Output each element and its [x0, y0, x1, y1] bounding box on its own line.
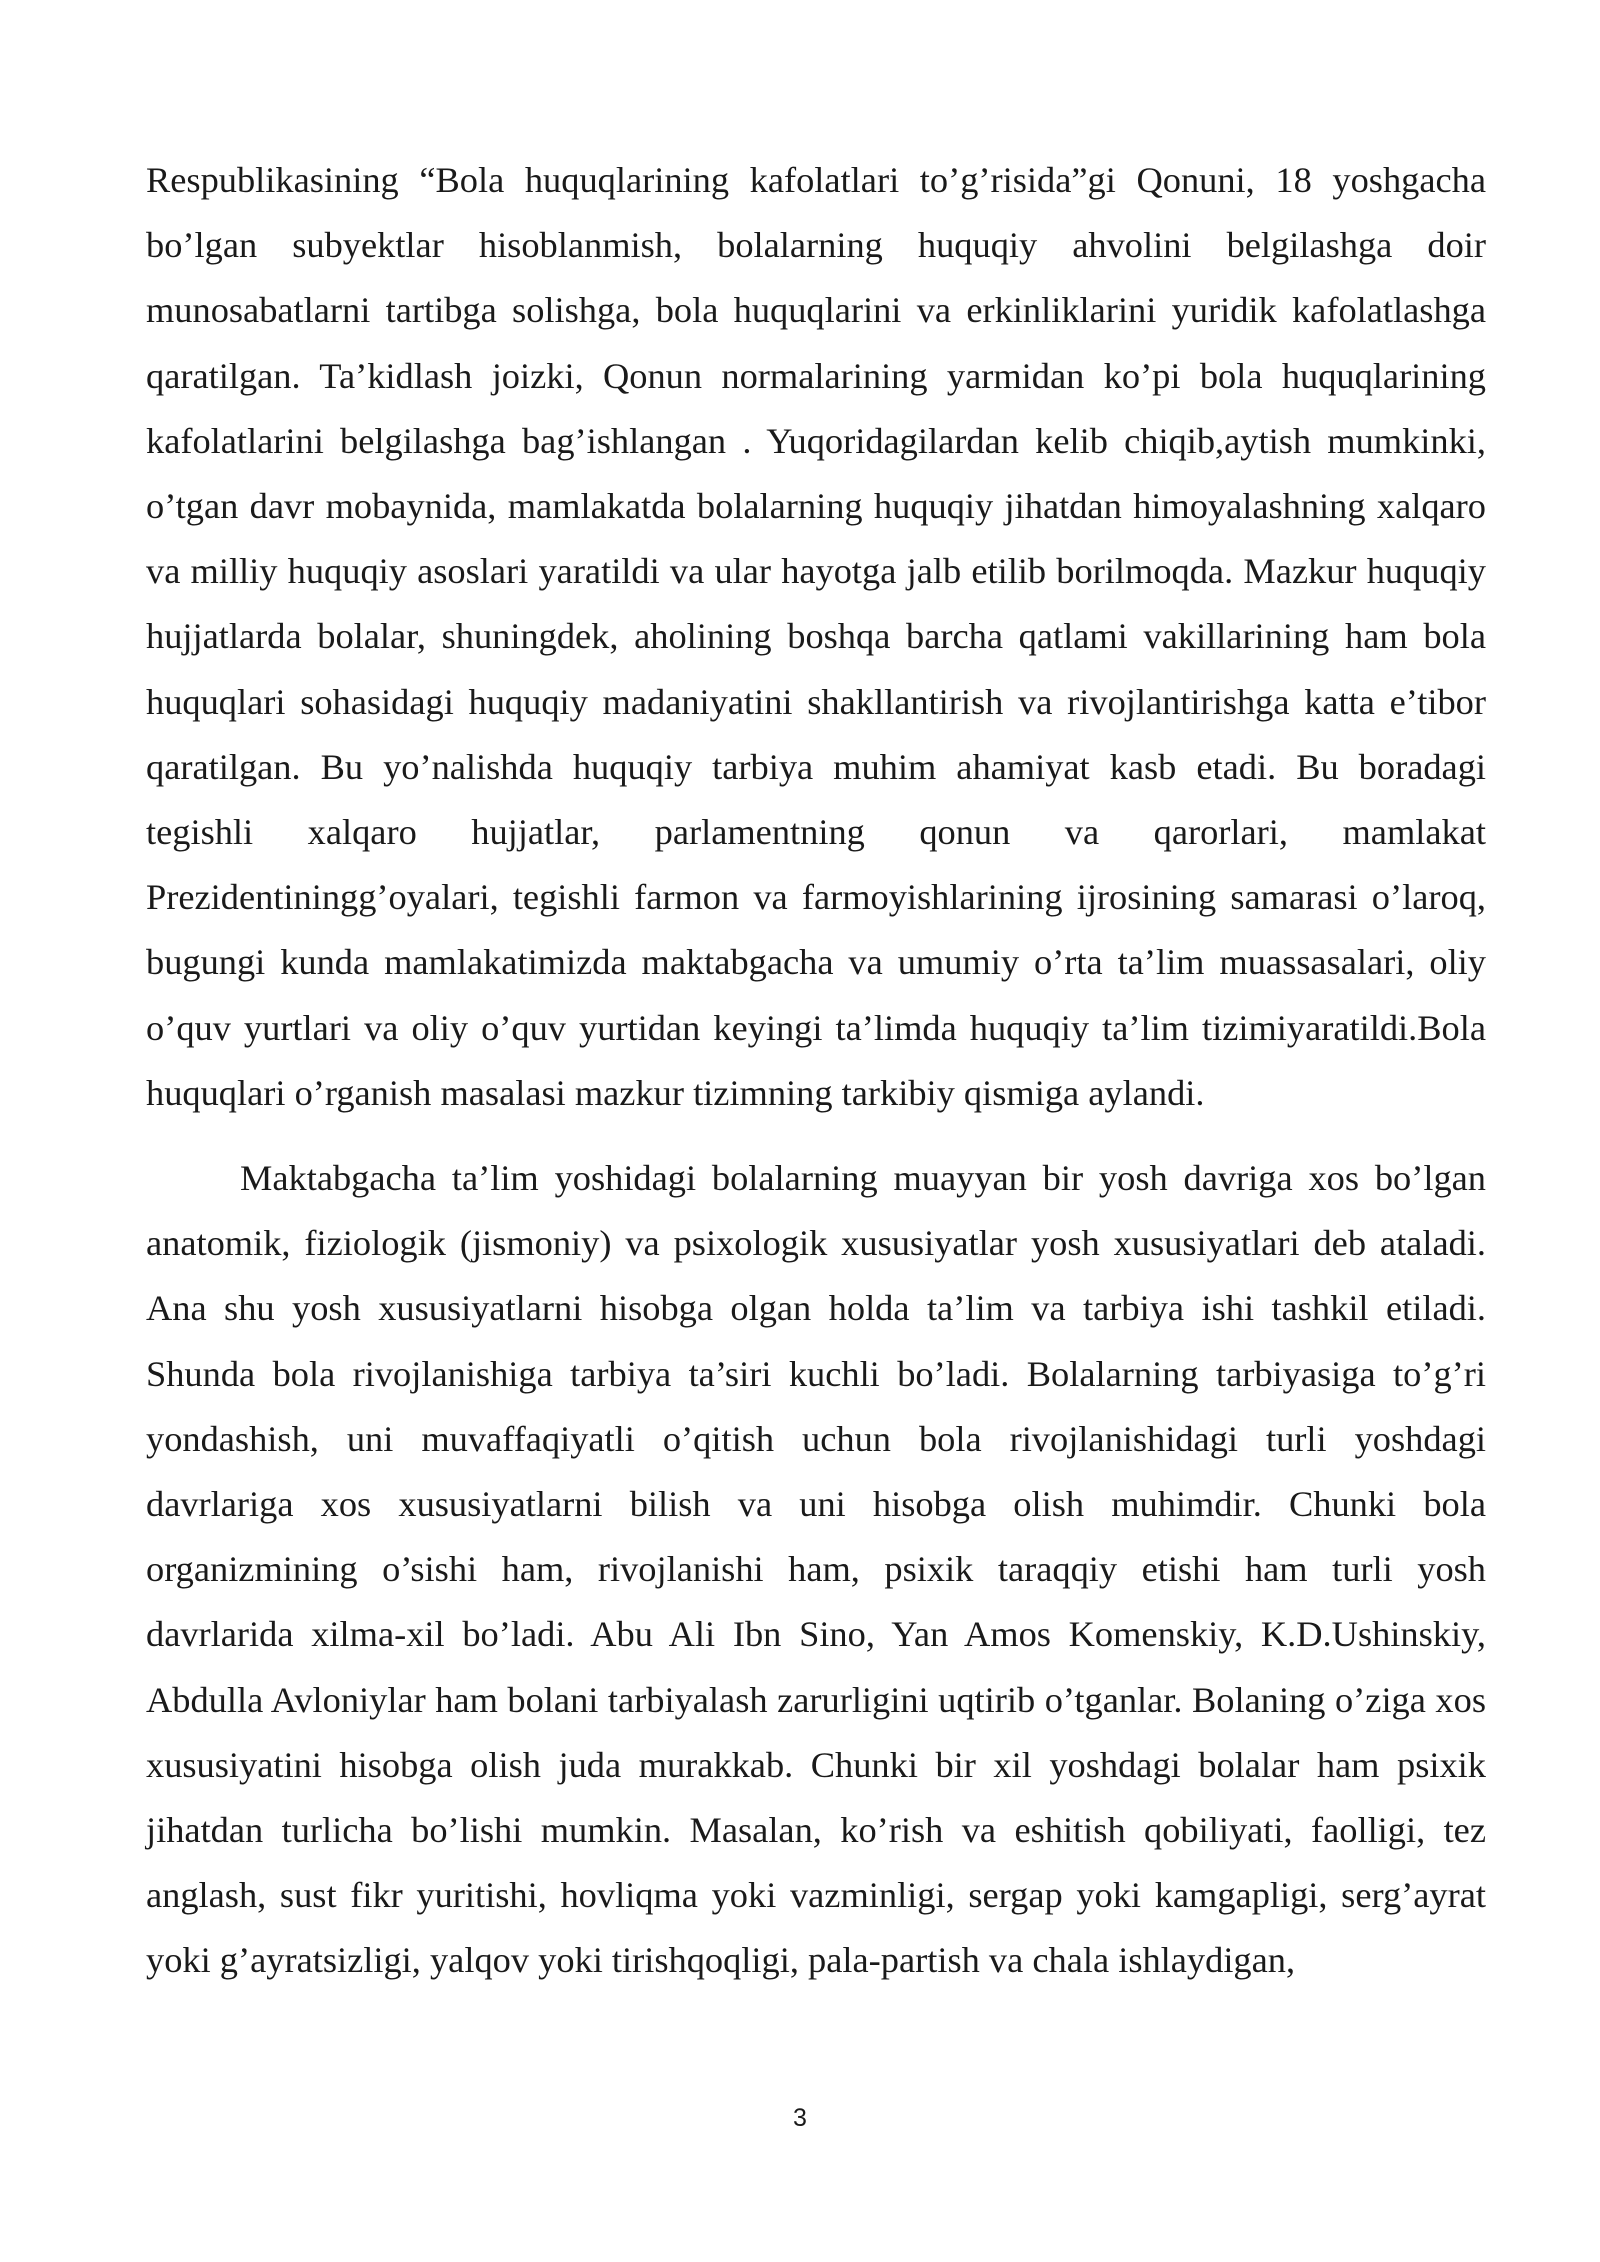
- paragraph-1: Respublikasining “Bola huquqlarining kafolatlari to’g’risida”gi Qonuni, 18 yoshgacha bo’lgan subyektlar hisoblanmish, bolalarning huquqiy ahvolini belgilashga doir munosabatlarni tartibga solishga, bola huquqlarini va erkinliklarini yuridik kafolatlashga qaratilgan. Ta’kidlash joizki, Qonun normalarining yarmidan ko’pi bola huquqlarining kafolatlarini belgilashga bag’ishlangan . Yuqoridagilardan kelib chiqib,aytish mumkinki, o’tgan davr mobaynida, mamlakatda bolalarning huquqiy jihatdan himoyalashning xalqaro va milliy huquqiy asoslari yaratildi va ular hayotga jalb etilib borilmoqda. Mazkur huquqiy hujjatlarda bolalar, shuningdek, aholining boshqa barcha qatlami vakillarining ham bola huquqlari sohasidagi huquqiy madaniyatini shakllantirish va rivojlantirishga katta e’tibor qaratilgan. Bu yo’nalishda huquqiy tarbiya muhim ahamiyat kasb etadi. Bu boradagi tegishli xalqaro hujjatlar, parlamentning qonun va qarorlari, mamlakat Prezidentiningg’oyalari, tegishli farmon va farmoyishlarining ijrosining samarasi o’laroq, bugungi kunda mamlakatimizda maktabgacha va umumiy o’rta ta’lim muassasalari, oliy o’quv yurtlari va oliy o’quv yurtidan keyingi ta’limda huquqiy ta’lim tizimiyaratildi.Bola huquqlari o’rganish masalasi mazkur tizimning tarkibiy qismiga aylandi.: [146, 160, 1486, 1113]
- document-body: [146, 148, 1486, 1994]
- paragraph-2: Maktabgacha ta’lim yoshidagi bolalarning muayyan bir yosh davriga xos bo’lgan anatomik, fiziologik (jismoniy) va psixologik xususiyatlar yosh xususiyatlari deb ataladi. Ana shu yosh xususiyatlarni hisobga olgan holda ta’lim va tarbiya ishi tashkil etiladi. Shunda bola rivojlanishiga tarbiya ta’siri kuchli bo’ladi. Bolalarning tarbiyasiga to’g’ri yondashish, uni muvaffaqiyatli o’qitish uchun bola rivojlanishidagi turli yoshdagi davrlariga xos xususiyatlarni bilish va uni hisobga olish muhimdir. Chunki bola organizmining o’sishi ham, rivojlanishi ham, psixik taraqqiy etishi ham turli yosh davrlarida xilma-xil bo’ladi. Abu Ali Ibn Sino, Yan Amos Komenskiy, K.D.Ushinskiy, Abdulla Avloniylar ham bolani tarbiyalash zarurligini uqtirib o’tganlar. Bolaning o’ziga xos xususiyatini hisobga olish juda murakkab. Chunki bir xil yoshdagi bolalar ham psixik jihatdan turlicha bo’lishi mumkin. Masalan, ko’rish va eshitish qobiliyati, faolligi, tez anglash, sust fikr yuritishi, hovliqma yoki vazminligi, sergap yoki kamgapligi, serg’ayrat yoki g’ayratsizligi, yalqov yoki tirishqoqligi, pala-partish va chala ishlaydigan,: [146, 1158, 1486, 1981]
- page-number: 3: [793, 2104, 807, 2132]
